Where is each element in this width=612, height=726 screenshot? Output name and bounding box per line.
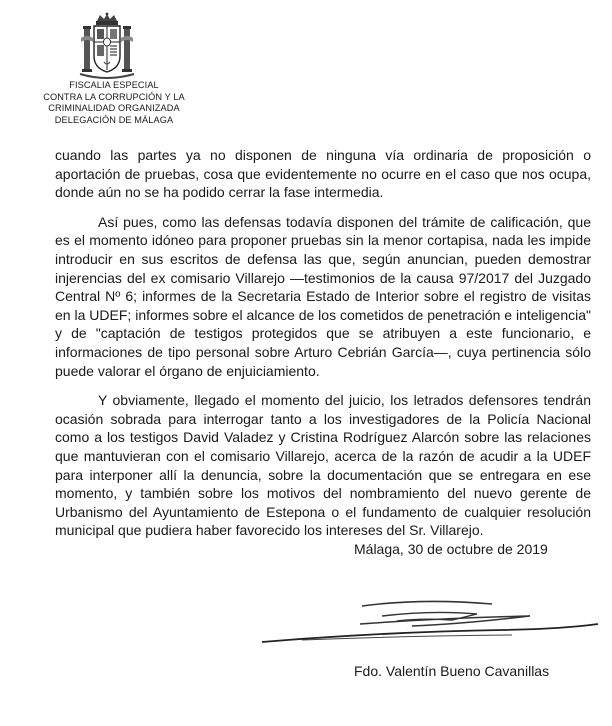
handwritten-signature xyxy=(262,594,602,654)
org-line: FISCALIA ESPECIAL xyxy=(69,80,159,90)
org-line: CRIMINALIDAD ORGANIZADA xyxy=(48,103,180,114)
document-date: Málaga, 30 de octubre de 2019 xyxy=(354,541,548,557)
signer-name: Fdo. Valentín Bueno Cavanillas xyxy=(354,663,550,679)
paragraph: cuando las partes ya no disponen de ninguna vía ordinaria de proposición o aportación de pruebas, cosa que evidentemente no ocurre en el caso que nos ocupa, donde aún no se ha podido cerrar la fase intermedia. xyxy=(55,147,591,201)
paragraph: Y obviamente, llegado el momento del juicio, los letrados defensores tendrán ocasión sobrada para interrogar tanto a los investigadores de la Policía Nacional como a los testigos David Valadez y Cristina Rodríguez Alarcón sobre las relaciones que mantuvieran con el comisario Villarejo, acerca de la razón de acudir a la UDEF para interponer allí la denuncia, sobre la documentación que se entregara en ese momento, y también sobre los motivos del nombramiento del nuevo gerente de Urbanismo del Ayuntamiento de Estepona o el fundamento de cualquier resolución municipal que pudiera haber favorecido los intereses del Sr. Villarejo. xyxy=(55,392,591,539)
spanish-coat-of-arms-icon xyxy=(78,12,136,82)
org-line: CONTRA LA CORRUPCIÓN Y LA xyxy=(43,91,185,102)
organization-name xyxy=(40,80,188,126)
document-body xyxy=(55,146,591,551)
org-line: DELEGACIÓN DE MÁLAGA xyxy=(54,114,174,125)
paragraph: Así pues, como las defensas todavía disponen del trámite de calificación, que es el momento idóneo para proponer pruebas sin la menor cortapisa, nada les impide introducir en sus escritos de defensa las que, según anuncian, pueden demostrar injerencias del ex comisario Villarejo —testimonios de la causa 97/2017 del Juzgado Central Nº 6; informes de la Secretaria Estado de Interior sobre el registro de visitas en la UDEF; informes sobre el alcance de los cometidos de penetración e inteligencia" y de "captación de testigos protegidos que se atribuyen a este funcionario, e informaciones de tipo personal sobre Arturo Cebrián García—, cuya pertinencia sólo puede valorar el órgano de enjuiciamiento. xyxy=(55,213,591,379)
